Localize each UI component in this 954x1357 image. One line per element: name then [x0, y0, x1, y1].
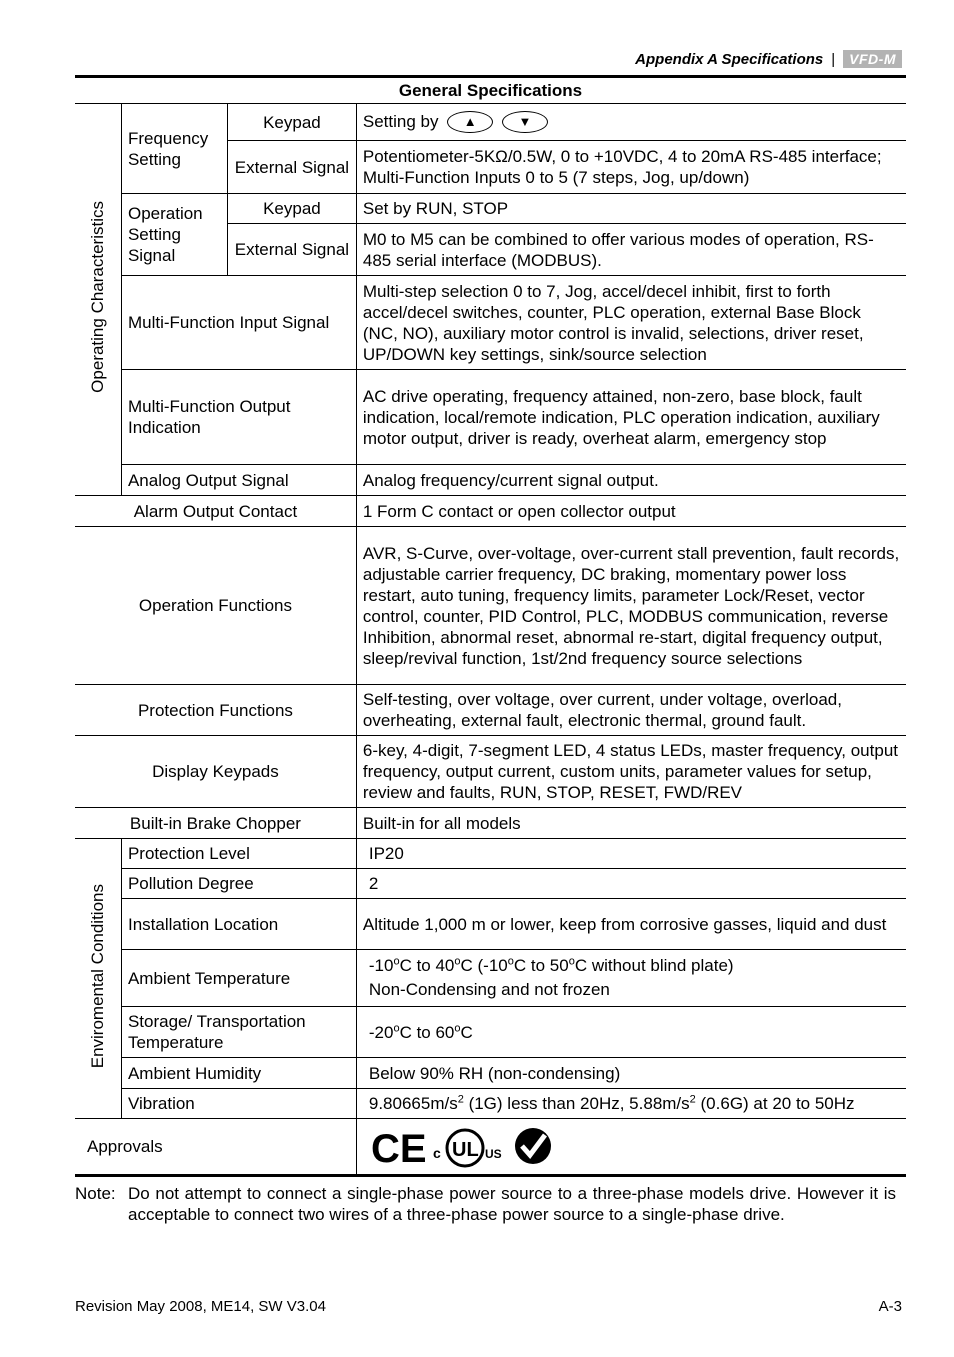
install-label: Installation Location	[121, 899, 356, 950]
mfi-value: Multi-step selection 0 to 7, Jog, accel/decel inhibit, first to forth accel/decel switches, counter, PLC operation, external Base Block (NC, NO), auxiliary motor control is invalid, selections, driver reset, UP/DOWN key settings, sink/source selection	[356, 276, 906, 370]
ul-mark-icon: UL	[451, 1138, 479, 1161]
humidity-value: Below 90% RH (non-condensing)	[356, 1058, 906, 1089]
freq-keypad-label: Keypad	[227, 104, 356, 141]
amb-temp-value: -10$^o$C to 40$^o$C (-10$^o$C to 50$^o$C without blind plate) Non-Condensing and not frozen	[356, 950, 906, 1007]
freq-keypad-value: Setting by ▲ ▼	[356, 104, 906, 141]
pollution-label: Pollution Degree	[121, 869, 356, 899]
approvals-label: Approvals	[75, 1119, 356, 1176]
brake-label: Built-in Brake Chopper	[75, 808, 356, 839]
vib-value: $9.80665m/s^2$ (1G) less than 20Hz, $5.88m/s^2$ (0.6G) at 20 to 50Hz	[356, 1089, 906, 1119]
prot-value: Self-testing, over voltage, over current, under voltage, overload, overheating, external fault, electronic thermal, ground fault.	[356, 685, 906, 736]
mfo-label: Multi-Function Output Indication	[121, 370, 356, 465]
op-external-label: External Signal	[227, 224, 356, 276]
alarm-label: Alarm Output Contact	[75, 496, 356, 527]
group-operating-characteristics: Operating Characteristics	[75, 104, 121, 496]
c-mark-text: c	[432, 1144, 441, 1161]
disp-value: 6-key, 4-digit, 7-segment LED, 4 status LEDs, master frequency, output frequency, output current, custom units, parameter values for setup, review and faults, RUN, STOP, RESET, FWD/REV	[356, 736, 906, 808]
pollution-value: 2	[356, 869, 906, 899]
header-separator: |	[831, 50, 836, 68]
storage-label: Storage/ Transportation Temperature	[121, 1007, 356, 1058]
group-environmental-conditions: Enviromental Conditions	[75, 839, 121, 1119]
opfunc-label: Operation Functions	[75, 527, 356, 685]
approvals-marks	[356, 1119, 906, 1176]
brake-value: Built-in for all models	[356, 808, 906, 839]
down-arrow-key-icon: ▼	[502, 111, 548, 133]
footer-revision: Revision May 2008, ME14, SW V3.04	[75, 1298, 326, 1315]
op-external-value: M0 to M5 can be combined to offer various modes of operation, RS-485 serial interface (MODBUS).	[356, 224, 906, 276]
up-arrow-key-icon: ▲	[447, 111, 493, 133]
op-keypad-label: Keypad	[227, 194, 356, 224]
opfunc-value: AVR, S-Curve, over-voltage, over-current stall prevention, fault records, adjustable carrier frequency, DC braking, momentary power loss restart, auto tuning, frequency limits, parameter Lock/Reset, vector control, counter, PID Control, PLC, MODBUS communication, reverse Inhibition, abnormal reset, abnormal re-start, digital frequency output, sleep/revival function, 1st/2nd frequency source selections	[356, 527, 906, 685]
aos-label: Analog Output Signal	[121, 465, 356, 496]
general-specifications-table	[75, 75, 906, 1177]
vfd-m-logo: VFD-M	[843, 50, 902, 68]
alarm-value: 1 Form C contact or open collector output	[356, 496, 906, 527]
prot-level-label: Protection Level	[121, 839, 356, 869]
operation-setting-label: Operation Setting Signal	[121, 194, 227, 276]
us-mark-text: US	[484, 1146, 502, 1161]
note-text: Do not attempt to connect a single-phase power source to a three-phase models drive. However it is acceptable to connect two wires of a three-phase power source to a single-phase drive.	[128, 1184, 896, 1224]
note-label: Note:	[75, 1184, 116, 1203]
footer-page-number: A-3	[878, 1298, 902, 1315]
install-value: Altitude 1,000 m or lower, keep from corrosive gasses, liquid and dust	[356, 899, 906, 950]
op-keypad-value: Set by RUN, STOP	[356, 194, 906, 224]
amb-temp-label: Ambient Temperature	[121, 950, 356, 1007]
storage-value: -20$^o$C to 60$^o$C	[356, 1007, 906, 1058]
table-title: General Specifications	[75, 77, 906, 104]
page-header	[635, 50, 902, 68]
prot-level-value: IP20	[356, 839, 906, 869]
freq-external-label: External Signal	[227, 141, 356, 194]
freq-external-value: Potentiometer-5KΩ/0.5W, 0 to +10VDC, 4 to 20mA RS-485 interface; Multi-Function Inputs 0 to 5 (7 steps, Jog, up/down)	[356, 141, 906, 194]
vib-label: Vibration	[121, 1089, 356, 1119]
frequency-setting-label: Frequency Setting	[121, 104, 227, 194]
certification-marks-icon	[371, 1124, 571, 1170]
prot-label: Protection Functions	[75, 685, 356, 736]
disp-label: Display Keypads	[75, 736, 356, 808]
ce-mark-icon: CE	[370, 1126, 427, 1170]
aos-value: Analog frequency/current signal output.	[356, 465, 906, 496]
note	[75, 1183, 896, 1225]
mfo-value: AC drive operating, frequency attained, non-zero, base block, fault indication, local/remote indication, PLC operation indication, auxiliary motor output, driver is ready, overheat alarm, emergency stop	[356, 370, 906, 465]
humidity-label: Ambient Humidity	[121, 1058, 356, 1089]
header-section: Appendix A Specifications	[635, 50, 824, 68]
mfi-label: Multi-Function Input Signal	[121, 276, 356, 370]
